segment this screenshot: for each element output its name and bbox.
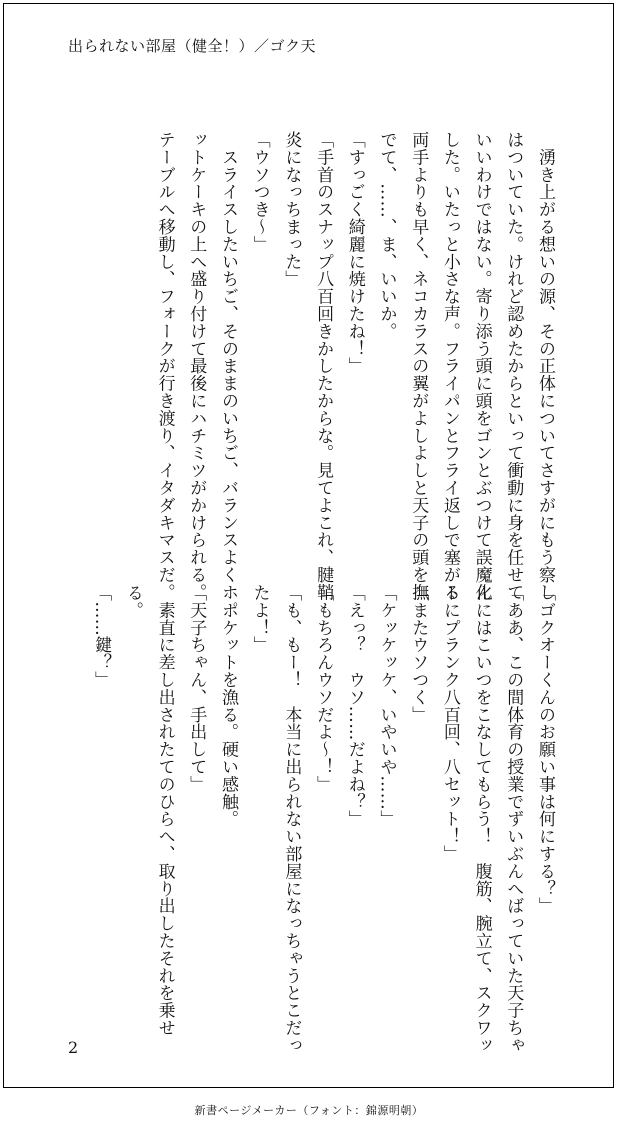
paragraph: 「手首のスナップ八百回きかしたからな。見てよこれ、腱鞘炎になっちまった」 (281, 131, 334, 601)
paragraph: 「すっごく綺麗に焼けたね！」 (344, 131, 365, 375)
page-frame (3, 3, 614, 1088)
page-number: 2 (68, 1038, 79, 1057)
text-block-bottom (35, 584, 560, 1054)
paragraph: 「ゴクオーくんのお願い事は何にする？」 (535, 584, 555, 915)
paragraph: 「えっ？ ウソ……だよね？」 (344, 584, 365, 828)
paragraph: 「またウソつく」 (408, 584, 429, 724)
paragraph: 湧き上がる想いの源、その正体についてさすがにもう察しはついていた。けれど認めたからといって衝動に身を任せていいわけではない。寄り添う頭に頭をゴンとぶつけて誤魔化した。いたっと小さな声。フライパンとフライ返しで塞がる両手よりも早く、ネコカラスの翼がよしよしと天子の頭を撫でて、……、ま、いいか。 (376, 131, 555, 601)
paragraph: 「天子ちゃん、手出して」 (186, 584, 207, 793)
paragraph: 「……鍵？」 (91, 584, 112, 689)
text-block-top (35, 131, 560, 601)
paragraph: 「ウソつき～」 (249, 131, 270, 253)
paragraph: 「もちろんウソだよ～！」 (313, 584, 334, 793)
paragraph: ポケットを漁る。硬い感触。 (217, 584, 238, 828)
paragraph: 素直に差し出されたてのひらへ、取り出したそれを乗せる。 (122, 584, 175, 1037)
footer-credit: 新書ページメーカー（フォント：錦源明朝） (194, 1104, 424, 1117)
paragraph: 「も、もー！ 本当に出られない部屋になっちゃうとこだったよ！」 (249, 584, 302, 1054)
paragraph: 「ああ、この間体育の授業でずいぶんへばっていた天子ちゃんにはこいつをこなしてもらう！ 腹筋、腕立て、スクワットにプランク八百回、八セット！」 (439, 584, 524, 1054)
paragraph: 「ケッケッケ、いやいや……」 (376, 584, 397, 828)
page-header-title: 出られない部屋（健全！）／ゴク天 (68, 37, 317, 55)
paragraph: スライスしたいちご、そのままのいちご、バランスよくホットケーキの上へ盛り付けて最後にハチミツがかけられる。テーブルへ移動し、フォークが行き渡り、イタダキマスだ。 (154, 131, 238, 601)
